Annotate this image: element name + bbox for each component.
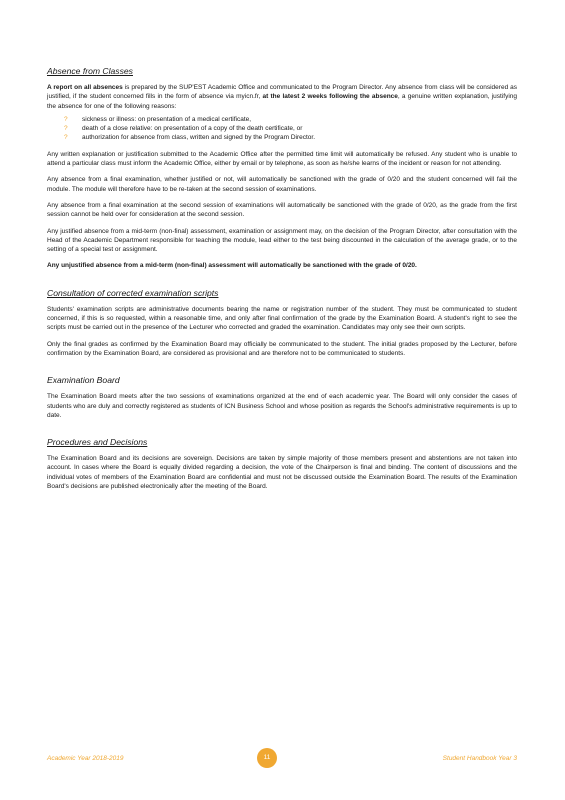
reasons-list — [47, 115, 517, 143]
list-item — [64, 124, 517, 133]
list-item-text: death of a close relative: on presentation of a copy of the death certificate, or — [82, 125, 303, 133]
paragraph: The Examination Board and its decisions are sovereign. Decisions are taken by simple majority of those members present and abstentions are not taken into account. In cases where the Board is equally divided regarding a decision, the vote of the Chairperson is final and binding. The content of discussions and the individual votes of members of the Examination Board are confidential and must not be discussed outside the Examination Board. The results of the Examination Board's decisions are published electronically after the meeting of the Board. — [47, 455, 517, 491]
paragraph — [47, 261, 517, 270]
consultation-section — [47, 288, 517, 358]
paragraph-text: , a genuine written explanation, justifying the absence for one of the following reasons: — [47, 93, 517, 110]
page-content — [47, 66, 517, 508]
section-heading: Examination Board — [47, 375, 120, 386]
footer-handbook-title: Student Handbook Year 3 — [442, 755, 517, 762]
paragraph: Any written explanation or justification submitted to the Academic Office after the permitted time limit will automatically be refused. Any student who is unable to attend a particular class must inform the Academic Office, either by email or by telephone, as soon as he/she learns of the incident or reason for not attending. — [47, 150, 517, 168]
list-item-text: authorization for absence from class, written and signed by the Program Director. — [82, 134, 316, 142]
paragraph-text: is prepared by the SUP'EST Academic Office and communicated to the Program Director. Any absence from class will be considered as justified, if the student concerned fills in the form of absence via myicn.fr, — [47, 84, 517, 101]
page-footer — [47, 748, 517, 768]
section-heading: Procedures and Decisions — [47, 437, 148, 448]
procedures-section — [47, 437, 517, 491]
list-item — [64, 115, 517, 124]
paragraph — [47, 83, 517, 111]
paragraph: Students' examination scripts are administrative documents bearing the name or registration number of the student. They must be communicated to student concerned, if this is so requested, within a reasonable time, and only after final confirmation of the grade by the Examination Board. A student's right to see the scripts must be carried out in the presence of the Lecturer who corrected and graded the examination. Candidates may only see their own scripts. — [47, 305, 517, 332]
board-section — [47, 375, 517, 420]
paragraph: Any justified absence from a mid-term (non-final) assessment, examination or assignment may, on the decision of the Program Director, after consultation with the Head of the Academic Department responsible for teaching the module, lead either to the test being discounted in the calculation of the average grade, or to the setting of a special test or assignment. — [47, 227, 517, 254]
list-item-text: sickness or illness: on presentation of a medical certificate, — [82, 115, 252, 123]
paragraph: Any absence from a final examination, whether justified or not, will automatically be sanctioned with the grade of 0/20 and the student concerned will fail the module. The module will therefore have to be re-taken at the second session of examinations. — [47, 176, 517, 193]
footer-academic-year: Academic Year 2018-2019 — [47, 755, 124, 762]
bullet-icon: ? — [64, 125, 68, 133]
list-item — [64, 133, 517, 142]
section-heading: Absence from Classes — [47, 66, 133, 76]
paragraph: Any absence from a final examination at the second session of examinations will automatically be sanctioned with the grade of 0/20, as the grade from the first session cannot be held over for consideration at the second session. — [47, 201, 517, 219]
bullet-icon: ? — [64, 115, 68, 123]
section-heading: Consultation of corrected examination scripts — [47, 287, 219, 298]
bold-text: at the latest 2 weeks following the absence — [262, 93, 398, 101]
absence-section — [47, 66, 517, 271]
bullet-icon: ? — [64, 134, 68, 142]
paragraph: Only the final grades as confirmed by the Examination Board may officially be communicated to the student. The initial grades proposed by the Lecturer, before confirmation by the Examination Board, are considered as provisional and are therefore not to be communicated to students. — [47, 340, 517, 357]
page-number-badge: 11 — [257, 748, 277, 768]
bold-text: Any unjustified absence from a mid-term (non-final) assessment will automatically be sanctioned with the grade of 0/20. — [47, 262, 417, 270]
bold-text: A report on all absences — [47, 84, 123, 91]
paragraph: The Examination Board meets after the two sessions of examinations organized at the end of each academic year. The Board will only consider the cases of students who are duly and correctly registered as students of ICN Business School and whose position as regards the School's administrative requirements is up to date. — [47, 393, 517, 419]
